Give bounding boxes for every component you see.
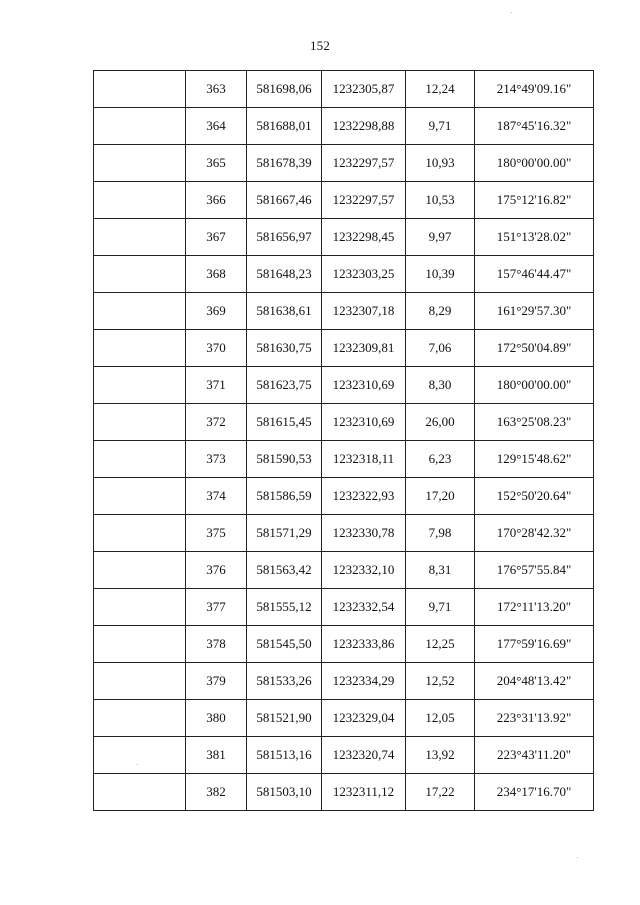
angle-cell: 234°17'16.70" xyxy=(475,774,594,811)
y-coordinate-cell: 1232305,87 xyxy=(322,71,406,108)
row-index-cell xyxy=(94,515,186,552)
row-index-cell xyxy=(94,589,186,626)
point-number-cell: 364 xyxy=(186,108,247,145)
row-index-cell xyxy=(94,71,186,108)
distance-cell: 9,71 xyxy=(406,108,475,145)
x-coordinate-cell: 581648,23 xyxy=(247,256,322,293)
point-number-cell: 363 xyxy=(186,71,247,108)
y-coordinate-cell: 1232318,11 xyxy=(322,441,406,478)
table-row xyxy=(94,441,594,478)
angle-cell: 129°15'48.62" xyxy=(475,441,594,478)
scan-speck xyxy=(511,12,512,13)
angle-cell: 161°29'57.30" xyxy=(475,293,594,330)
angle-cell: 170°28'42.32" xyxy=(475,515,594,552)
x-coordinate-cell: 581623,75 xyxy=(247,367,322,404)
angle-cell: 172°50'04.89" xyxy=(475,330,594,367)
distance-cell: 17,22 xyxy=(406,774,475,811)
distance-cell: 7,06 xyxy=(406,330,475,367)
angle-cell: 187°45'16.32" xyxy=(475,108,594,145)
angle-cell: 176°57'55.84" xyxy=(475,552,594,589)
table-row xyxy=(94,589,594,626)
x-coordinate-cell: 581503,10 xyxy=(247,774,322,811)
point-number-cell: 381 xyxy=(186,737,247,774)
y-coordinate-cell: 1232333,86 xyxy=(322,626,406,663)
point-number-cell: 376 xyxy=(186,552,247,589)
row-index-cell xyxy=(94,404,186,441)
table-row xyxy=(94,182,594,219)
y-coordinate-cell: 1232322,93 xyxy=(322,478,406,515)
coordinates-table xyxy=(93,70,594,811)
row-index-cell xyxy=(94,552,186,589)
table-row xyxy=(94,626,594,663)
point-number-cell: 369 xyxy=(186,293,247,330)
distance-cell: 8,31 xyxy=(406,552,475,589)
point-number-cell: 375 xyxy=(186,515,247,552)
y-coordinate-cell: 1232320,74 xyxy=(322,737,406,774)
angle-cell: 177°59'16.69" xyxy=(475,626,594,663)
distance-cell: 12,52 xyxy=(406,663,475,700)
angle-cell: 180°00'00.00" xyxy=(475,145,594,182)
x-coordinate-cell: 581563,42 xyxy=(247,552,322,589)
distance-cell: 8,29 xyxy=(406,293,475,330)
point-number-cell: 379 xyxy=(186,663,247,700)
row-index-cell xyxy=(94,663,186,700)
y-coordinate-cell: 1232330,78 xyxy=(322,515,406,552)
angle-cell: 223°43'11.20" xyxy=(475,737,594,774)
table-row xyxy=(94,737,594,774)
y-coordinate-cell: 1232297,57 xyxy=(322,182,406,219)
row-index-cell xyxy=(94,256,186,293)
point-number-cell: 378 xyxy=(186,626,247,663)
point-number-cell: 373 xyxy=(186,441,247,478)
row-index-cell xyxy=(94,219,186,256)
angle-cell: 163°25'08.23" xyxy=(475,404,594,441)
point-number-cell: 367 xyxy=(186,219,247,256)
angle-cell: 172°11'13.20" xyxy=(475,589,594,626)
angle-cell: 151°13'28.02" xyxy=(475,219,594,256)
y-coordinate-cell: 1232332,54 xyxy=(322,589,406,626)
table-row xyxy=(94,71,594,108)
y-coordinate-cell: 1232310,69 xyxy=(322,404,406,441)
x-coordinate-cell: 581513,16 xyxy=(247,737,322,774)
x-coordinate-cell: 581656,97 xyxy=(247,219,322,256)
distance-cell: 6,23 xyxy=(406,441,475,478)
x-coordinate-cell: 581698,06 xyxy=(247,71,322,108)
row-index-cell xyxy=(94,145,186,182)
table-row xyxy=(94,293,594,330)
x-coordinate-cell: 581590,53 xyxy=(247,441,322,478)
table-row xyxy=(94,515,594,552)
x-coordinate-cell: 581586,59 xyxy=(247,478,322,515)
angle-cell: 152°50'20.64" xyxy=(475,478,594,515)
y-coordinate-cell: 1232310,69 xyxy=(322,367,406,404)
distance-cell: 12,25 xyxy=(406,626,475,663)
distance-cell: 9,71 xyxy=(406,589,475,626)
row-index-cell xyxy=(94,774,186,811)
distance-cell: 10,53 xyxy=(406,182,475,219)
scan-speck xyxy=(137,764,138,765)
distance-cell: 12,05 xyxy=(406,700,475,737)
y-coordinate-cell: 1232298,88 xyxy=(322,108,406,145)
distance-cell: 26,00 xyxy=(406,404,475,441)
table-row xyxy=(94,108,594,145)
x-coordinate-cell: 581688,01 xyxy=(247,108,322,145)
point-number-cell: 371 xyxy=(186,367,247,404)
distance-cell: 8,30 xyxy=(406,367,475,404)
distance-cell: 13,92 xyxy=(406,737,475,774)
point-number-cell: 372 xyxy=(186,404,247,441)
table-row xyxy=(94,256,594,293)
y-coordinate-cell: 1232307,18 xyxy=(322,293,406,330)
angle-cell: 223°31'13.92" xyxy=(475,700,594,737)
y-coordinate-cell: 1232311,12 xyxy=(322,774,406,811)
distance-cell: 10,39 xyxy=(406,256,475,293)
table-row xyxy=(94,145,594,182)
point-number-cell: 368 xyxy=(186,256,247,293)
distance-cell: 12,24 xyxy=(406,71,475,108)
table-row xyxy=(94,478,594,515)
x-coordinate-cell: 581678,39 xyxy=(247,145,322,182)
angle-cell: 157°46'44.47" xyxy=(475,256,594,293)
row-index-cell xyxy=(94,478,186,515)
distance-cell: 10,93 xyxy=(406,145,475,182)
table-row xyxy=(94,700,594,737)
table-row xyxy=(94,774,594,811)
row-index-cell xyxy=(94,700,186,737)
row-index-cell xyxy=(94,108,186,145)
point-number-cell: 382 xyxy=(186,774,247,811)
x-coordinate-cell: 581615,45 xyxy=(247,404,322,441)
y-coordinate-cell: 1232332,10 xyxy=(322,552,406,589)
distance-cell: 17,20 xyxy=(406,478,475,515)
distance-cell: 9,97 xyxy=(406,219,475,256)
x-coordinate-cell: 581521,90 xyxy=(247,700,322,737)
x-coordinate-cell: 581630,75 xyxy=(247,330,322,367)
point-number-cell: 377 xyxy=(186,589,247,626)
angle-cell: 175°12'16.82" xyxy=(475,182,594,219)
y-coordinate-cell: 1232297,57 xyxy=(322,145,406,182)
scan-speck xyxy=(577,857,578,858)
x-coordinate-cell: 581533,26 xyxy=(247,663,322,700)
coordinates-table-body xyxy=(94,71,594,811)
y-coordinate-cell: 1232334,29 xyxy=(322,663,406,700)
table-row xyxy=(94,367,594,404)
row-index-cell xyxy=(94,367,186,404)
angle-cell: 214°49'09.16" xyxy=(475,71,594,108)
angle-cell: 180°00'00.00" xyxy=(475,367,594,404)
x-coordinate-cell: 581638,61 xyxy=(247,293,322,330)
row-index-cell xyxy=(94,737,186,774)
x-coordinate-cell: 581667,46 xyxy=(247,182,322,219)
table-row xyxy=(94,663,594,700)
y-coordinate-cell: 1232298,45 xyxy=(322,219,406,256)
y-coordinate-cell: 1232309,81 xyxy=(322,330,406,367)
x-coordinate-cell: 581571,29 xyxy=(247,515,322,552)
point-number-cell: 365 xyxy=(186,145,247,182)
table-row xyxy=(94,330,594,367)
point-number-cell: 366 xyxy=(186,182,247,219)
page-number: 152 xyxy=(309,38,331,53)
angle-cell: 204°48'13.42" xyxy=(475,663,594,700)
row-index-cell xyxy=(94,330,186,367)
row-index-cell xyxy=(94,293,186,330)
row-index-cell xyxy=(94,626,186,663)
point-number-cell: 380 xyxy=(186,700,247,737)
y-coordinate-cell: 1232329,04 xyxy=(322,700,406,737)
point-number-cell: 374 xyxy=(186,478,247,515)
y-coordinate-cell: 1232303,25 xyxy=(322,256,406,293)
row-index-cell xyxy=(94,182,186,219)
x-coordinate-cell: 581545,50 xyxy=(247,626,322,663)
table-row xyxy=(94,404,594,441)
table-row xyxy=(94,552,594,589)
row-index-cell xyxy=(94,441,186,478)
x-coordinate-cell: 581555,12 xyxy=(247,589,322,626)
point-number-cell: 370 xyxy=(186,330,247,367)
distance-cell: 7,98 xyxy=(406,515,475,552)
table-row xyxy=(94,219,594,256)
